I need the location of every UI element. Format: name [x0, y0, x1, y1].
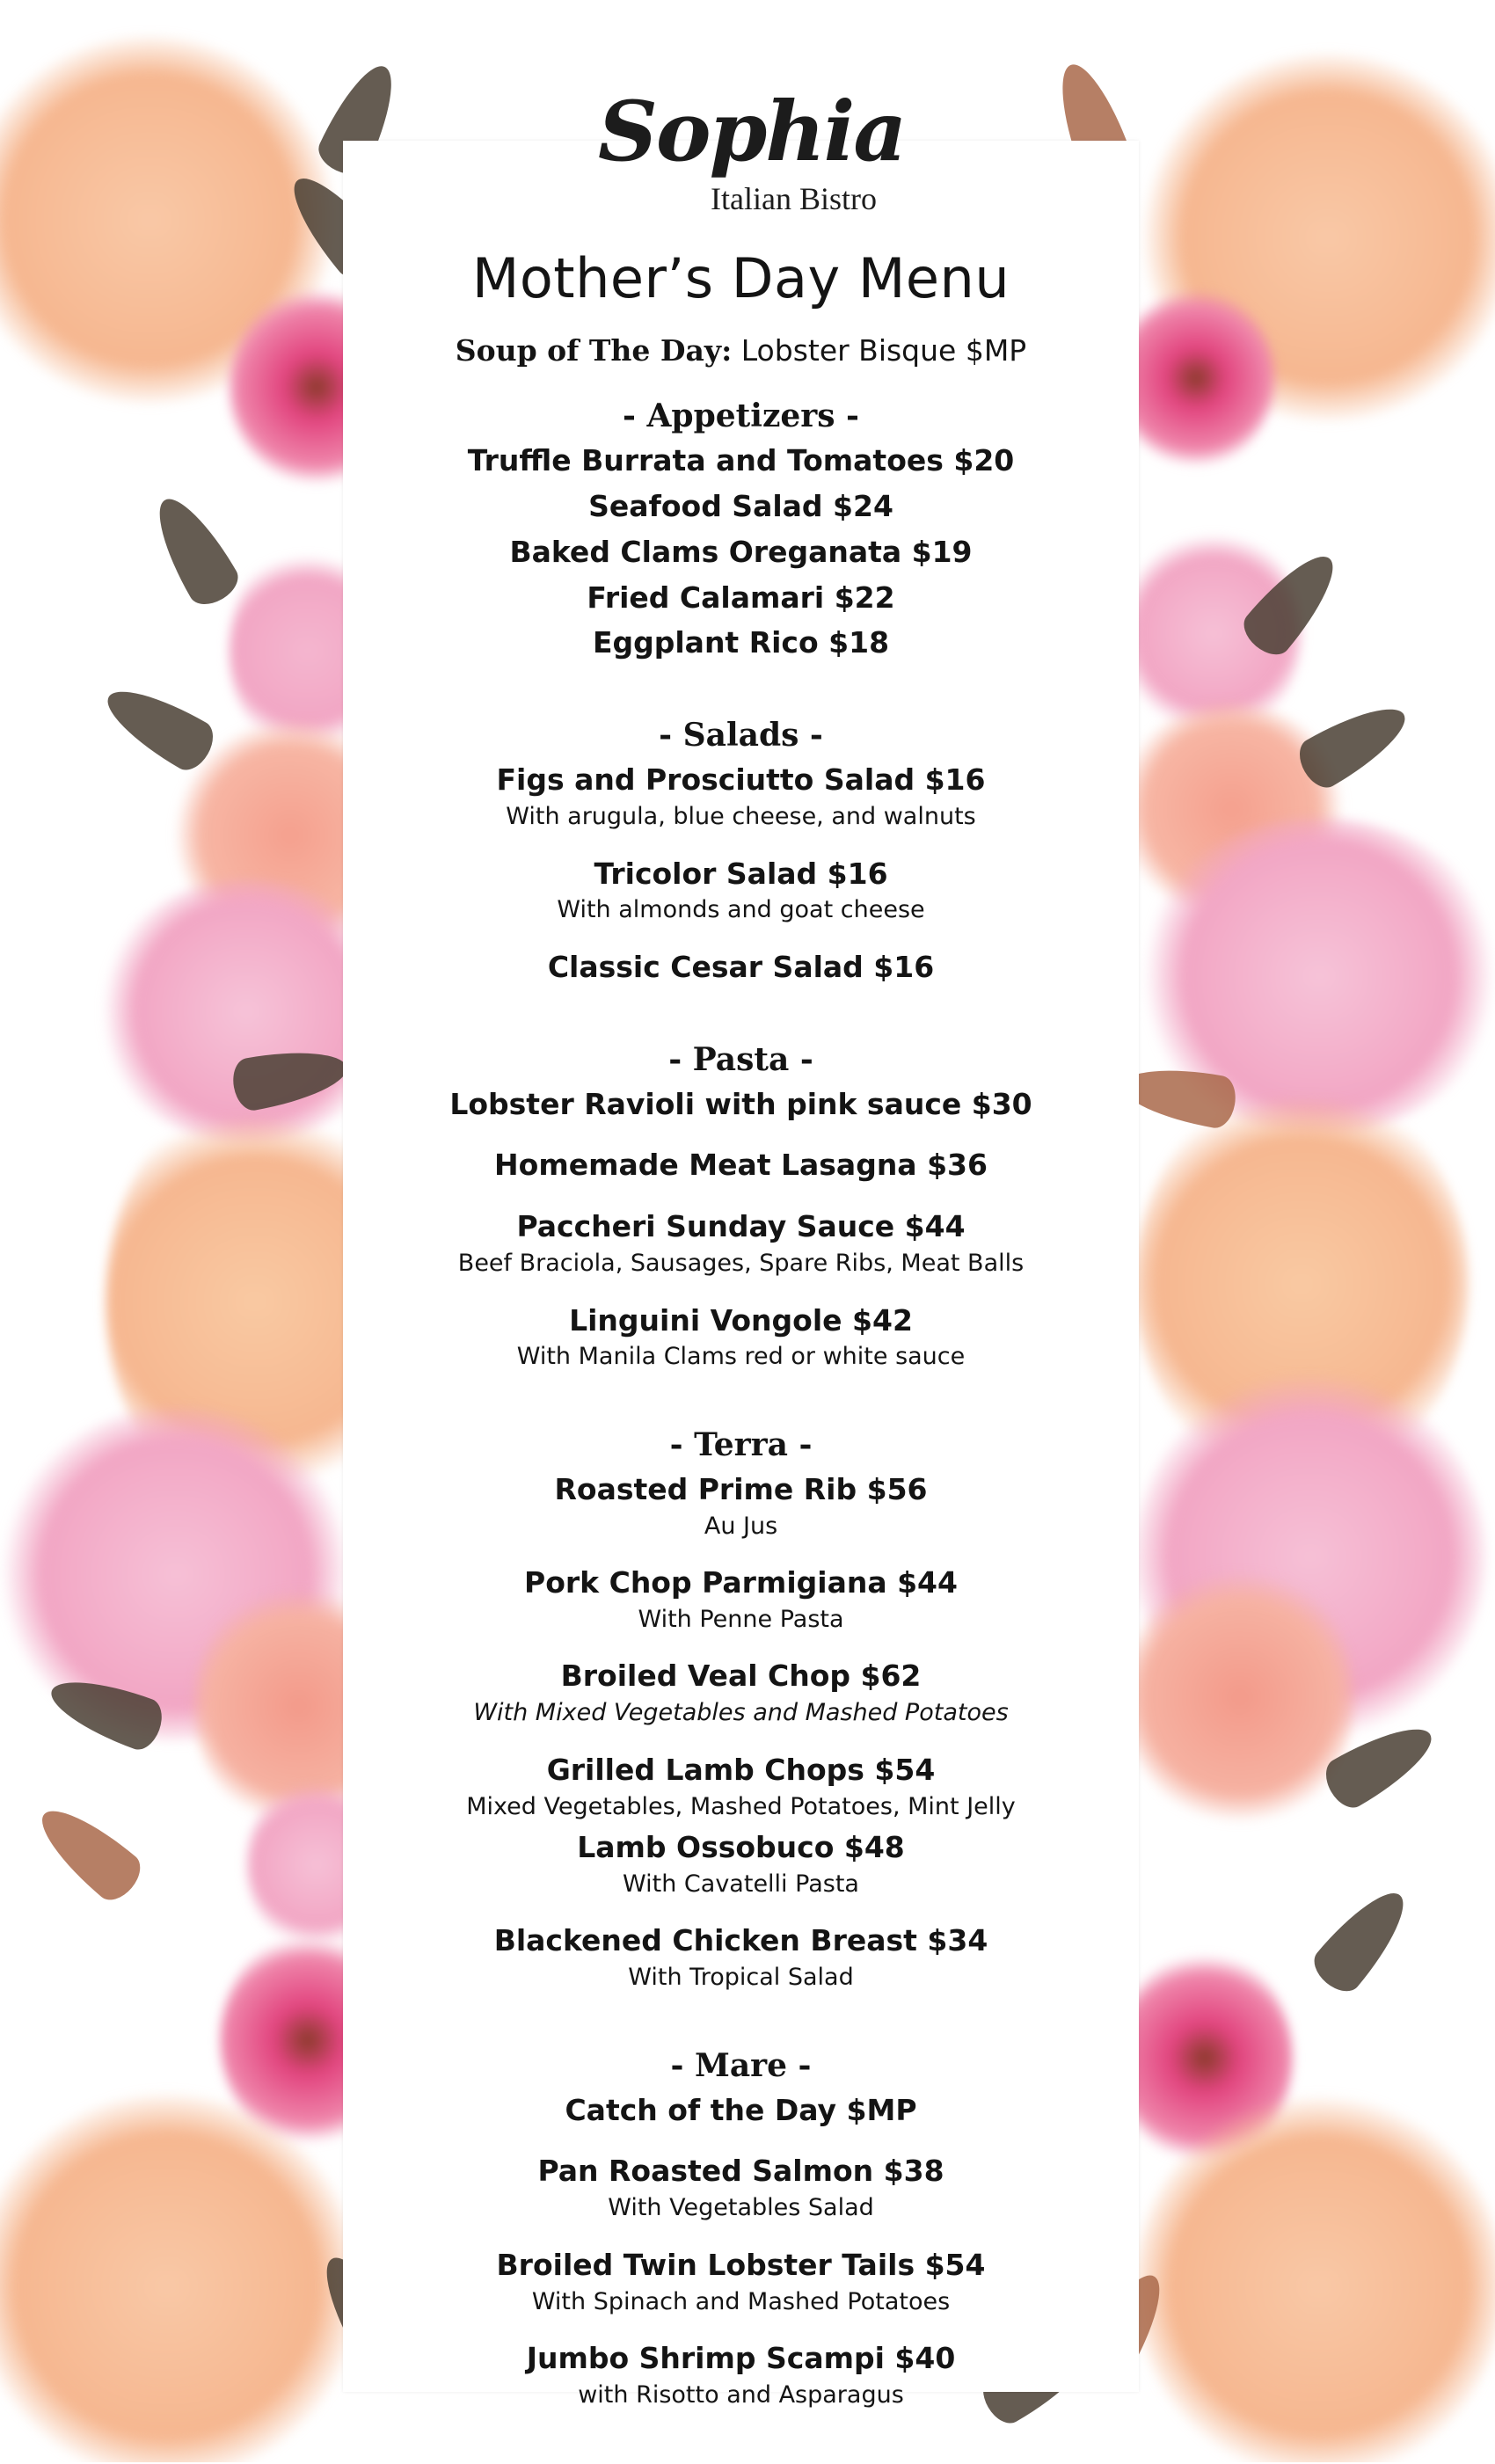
leaf-decoration — [96, 674, 222, 777]
item-name: Paccheri Sunday Sauce $44 — [516, 1209, 966, 1244]
soup-value: Lobster Bisque $MP — [740, 333, 1027, 368]
menu-item — [343, 853, 1139, 927]
section-title: - Salads - — [659, 717, 823, 755]
magenta-flower-decoration — [1117, 290, 1275, 466]
section-salads — [343, 717, 1139, 988]
menu-item — [343, 2244, 1139, 2318]
item-description: With Cavatelli Pasta — [623, 1870, 859, 1898]
item-description: with Risotto and Asparagus — [578, 2380, 904, 2409]
item-name: Seafood Salad $24 — [588, 488, 893, 523]
item-name: Lobster Ravioli with pink sauce $30 — [449, 1086, 1032, 1121]
item-name: Truffle Burrata and Tomatoes $20 — [467, 443, 1015, 477]
item-name: Fried Calamari $22 — [587, 580, 895, 615]
menu-item — [343, 1655, 1139, 1729]
section-title: - Pasta - — [668, 1040, 813, 1078]
item-description: With Tropical Salad — [628, 1964, 854, 1992]
coral-rose-decoration — [1126, 1565, 1354, 1829]
menu-item — [343, 2150, 1139, 2224]
menu-item — [343, 946, 1139, 988]
menu-item — [343, 1083, 1139, 1126]
menu-item — [343, 531, 1139, 573]
section-appetizers — [343, 397, 1139, 664]
item-description: Mixed Vegetables, Mashed Potatoes, Mint Jelly — [466, 1792, 1016, 1820]
menu-item — [343, 2089, 1139, 2132]
item-name: Roasted Prime Rib $56 — [554, 1471, 928, 1506]
item-description: With arugula, blue cheese, and walnuts — [506, 803, 976, 831]
item-description: With Mixed Vegetables and Mashed Potatoes — [473, 1699, 1009, 1727]
section-pasta — [343, 1041, 1139, 1374]
restaurant-name: Sophia — [598, 84, 906, 180]
item-name: Classic Cesar Salad $16 — [547, 949, 935, 984]
item-description: With Manila Clams red or white sauce — [516, 1343, 966, 1371]
section-title: - Appetizers - — [622, 397, 859, 434]
menu-item — [343, 1144, 1139, 1186]
section-title: - Terra - — [669, 1425, 813, 1463]
item-name: Broiled Veal Chop $62 — [560, 1658, 922, 1694]
menu-item — [343, 1469, 1139, 1542]
peach-rose-decoration — [1134, 2093, 1495, 2462]
menu-item — [343, 1920, 1139, 1994]
item-name: Figs and Prosciutto Salad $16 — [496, 762, 986, 798]
peach-rose-decoration — [0, 2093, 361, 2462]
item-name: Pan Roasted Salmon $38 — [537, 2154, 944, 2189]
item-description: With almonds and goat cheese — [557, 896, 925, 924]
item-description: Au Jus — [704, 1512, 778, 1540]
soup-of-the-day — [343, 333, 1139, 368]
item-name: Lamb Ossobuco $48 — [577, 1830, 905, 1864]
item-name: Jumbo Shrimp Scampi $40 — [526, 2340, 956, 2375]
item-name: Linguini Vongole $42 — [569, 1302, 913, 1338]
menu-item — [343, 1562, 1139, 1636]
leaf-decoration — [1292, 692, 1418, 795]
leaf-decoration — [1306, 1878, 1420, 2000]
menu-item — [343, 622, 1139, 664]
section-title: - Mare - — [670, 2046, 812, 2084]
menu-item — [343, 1749, 1139, 1823]
menu-title: Mother’s Day Menu — [471, 246, 1010, 310]
item-description: Beef Braciola, Sausages, Spare Ribs, Meat Balls — [457, 1250, 1025, 1278]
soup-label: Soup of The Day: — [455, 333, 733, 368]
item-name: Tricolor Salad $16 — [594, 856, 888, 891]
item-name: Catch of the Day $MP — [565, 2092, 917, 2127]
menu-item — [343, 759, 1139, 833]
item-name: Grilled Lamb Chops $54 — [546, 1752, 936, 1787]
item-name: Blackened Chicken Breast $34 — [493, 1923, 988, 1958]
item-name: Pork Chop Parmigiana $44 — [524, 1565, 958, 1600]
menu-item — [343, 1206, 1139, 1279]
item-name: Eggplant Rico $18 — [592, 625, 890, 660]
menu-content — [343, 237, 1139, 2464]
restaurant-subtitle: Italian Bistro — [711, 181, 877, 216]
item-name: Baked Clams Oreganata $19 — [509, 534, 973, 569]
menu-item — [343, 485, 1139, 528]
menu-item — [343, 1300, 1139, 1374]
item-name: Broiled Twin Lobster Tails $54 — [496, 2247, 986, 2282]
item-description: With Spinach and Mashed Potatoes — [531, 2287, 951, 2315]
leaf-decoration — [27, 1794, 149, 1908]
menu-item — [343, 440, 1139, 482]
restaurant-logo — [598, 84, 906, 224]
section-mare — [343, 2047, 1139, 2412]
item-name: Homemade Meat Lasagna $36 — [494, 1148, 988, 1183]
item-description: With Penne Pasta — [638, 1606, 844, 1633]
item-description: With Vegetables Salad — [608, 2194, 874, 2222]
leaf-decoration — [142, 487, 245, 613]
menu-item — [343, 1826, 1139, 1900]
menu-item — [343, 2337, 1139, 2411]
section-terra — [343, 1426, 1139, 1994]
menu-item — [343, 577, 1139, 619]
